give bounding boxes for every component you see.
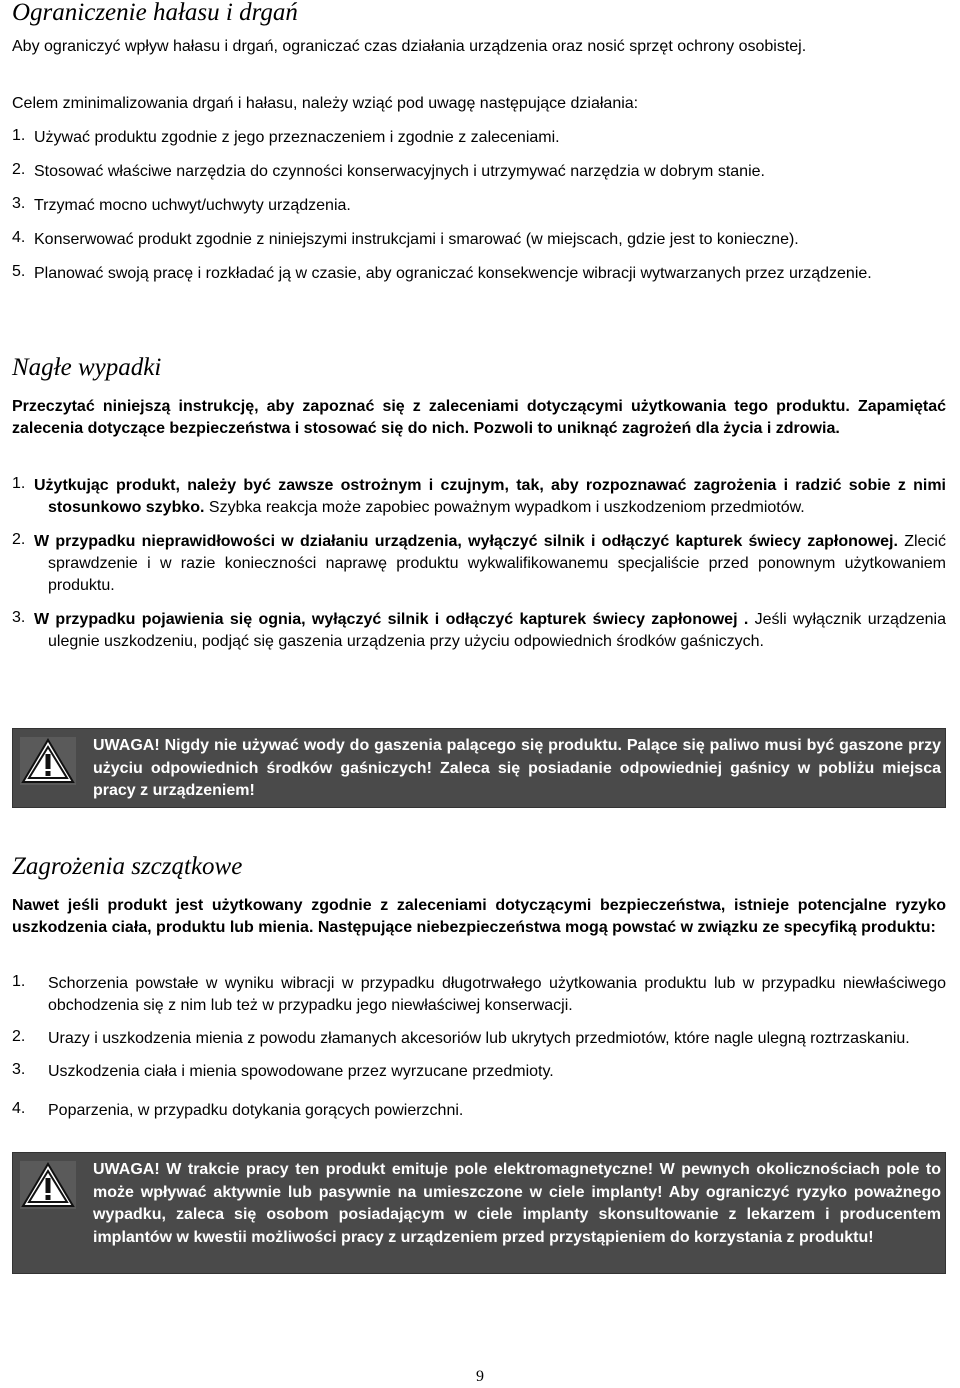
list-text: Planować swoją pracę i rozkładać ją w czasie, aby ograniczać konsekwencje wibracji wytwarzanych przez urządzenie.	[34, 265, 872, 282]
warning-text: UWAGA! Nigdy nie używać wody do gaszenia palącego się produktu. Palące się paliwo musi być gaszone przy użyciu odpowiednich środków gaśniczych! Zaleca się posiadanie odpowiedniej gaśnicy w pobliżu miejsca pracy z urządzeniem!	[93, 737, 941, 799]
list-text: Trzymać mocno uchwyt/uchwyty urządzenia.	[34, 197, 351, 214]
list-item	[12, 1061, 946, 1083]
warning-triangle-icon	[20, 1161, 76, 1209]
list-number: 4.	[12, 229, 26, 246]
list-text: Urazy i uszkodzenia mienia z powodu złamanych akcesoriów lub ukrytych przedmiotów, które nagle ulegną roztrzaskaniu.	[48, 1030, 910, 1047]
warning-triangle-icon	[20, 737, 76, 785]
list-text	[34, 531, 946, 597]
list-number: 2.	[12, 531, 26, 548]
list-text: Schorzenia powstałe w wyniku wibracji w przypadku długotrwałego użytkowania produktu lub w przypadku niewłaściwego obchodzenia się z nim lub też w przypadku jego niewłaściwej konserwacji.	[48, 975, 946, 1014]
list-number: 3.	[12, 609, 26, 626]
list-text-bold: W przypadku pojawienia się ognia, wyłączyć silnik i odłączyć kapturek świecy zapłonowej .	[34, 611, 749, 628]
list-text-normal: Zlecić sprawdzenie i w razie konieczności naprawę produktu wykwalifikowanemu specjaliście przed ponownym użytkowaniem produktu.	[48, 533, 946, 594]
list-text	[34, 475, 946, 519]
list-item	[12, 1028, 946, 1050]
list-item	[12, 127, 946, 149]
paragraph: Nawet jeśli produkt jest użytkowany zgodnie z zaleceniami dotyczącymi bezpieczeństwa, istnieje potencjalne ryzyko uszkodzenia ciała, produktu lub mienia. Następujące niebezpieczeństwa mogą powstać w związku ze specyfiką produktu:	[12, 897, 946, 936]
list-text: Poparzenia, w przypadku dotykania gorących powierzchni.	[48, 1102, 464, 1119]
list-number: 1.	[12, 973, 26, 990]
emergency-list	[12, 475, 946, 653]
list-text-normal: Jeśli wyłącznik urządzenia ulegnie uszkodzeniu, podjąć się gaszenia urządzenia przy użyciu odpowiednich środków gaśniczych.	[48, 611, 947, 650]
heading-noise-vibration: Ograniczenie hałasu i drgań	[12, 0, 298, 26]
list-item	[12, 1100, 946, 1122]
paragraph: Celem zminimalizowania drgań i hałasu, należy wziąć pod uwagę następujące działania:	[12, 95, 639, 112]
list-number: 2.	[12, 161, 26, 178]
noise-list	[12, 127, 946, 285]
page-number: 9	[476, 1368, 484, 1385]
list-text: Stosować właściwe narzędzia do czynności konserwacyjnych i utrzymywać narzędzia w dobrym stanie.	[34, 163, 765, 180]
emergency-intro	[12, 396, 946, 440]
list-number: 5.	[12, 263, 26, 280]
list-item	[12, 195, 946, 217]
residual-list	[12, 973, 946, 1122]
list-text: Uszkodzenia ciała i mienia spowodowane przez wyrzucane przedmioty.	[48, 1063, 554, 1080]
list-text-bold: W przypadku nieprawidłowości w działaniu urządzenia, wyłączyć silnik i odłączyć kapturek świecy zapłonowej.	[34, 533, 898, 550]
list-text-normal: Szybka reakcja może zapobiec poważnym wypadkom i uszkodzeniom przedmiotów.	[204, 499, 805, 516]
list-item	[12, 161, 946, 183]
paragraph: Aby ograniczyć wpływ hałasu i drgań, ograniczać czas działania urządzenia oraz nosić sprzęt ochrony osobistej.	[12, 38, 807, 55]
list-number: 1.	[12, 475, 26, 492]
warning-box-fire	[12, 728, 946, 808]
paragraph: Przeczytać niniejszą instrukcję, aby zapoznać się z zaleceniami dotyczącymi użytkowania tego produktu. Zapamiętać zalecenia dotyczące bezpieczeństwa i stosować się do nich. Pozwoli to uniknąć zagrożeń dla życia i zdrowia.	[12, 398, 946, 437]
list-item	[12, 531, 946, 597]
warning-icon-cell	[13, 729, 83, 807]
list-text	[34, 609, 946, 653]
list-item	[12, 475, 946, 519]
list-number: 4.	[12, 1100, 26, 1117]
list-item	[12, 263, 946, 285]
noise-lead	[12, 93, 946, 115]
heading-emergencies: Nagłe wypadki	[12, 354, 162, 381]
list-item	[12, 973, 946, 1017]
list-number: 3.	[12, 195, 26, 212]
list-number: 3.	[12, 1061, 26, 1078]
list-number: 1.	[12, 127, 26, 144]
heading-residual-risks: Zagrożenia szczątkowe	[12, 853, 243, 880]
warning-icon-cell	[13, 1153, 83, 1273]
residual-intro	[12, 895, 946, 939]
list-number: 2.	[12, 1028, 26, 1045]
warning-box-electromagnetic	[12, 1152, 946, 1274]
noise-intro	[12, 36, 946, 58]
list-text-bold: Użytkując produkt, należy być zawsze ostrożnym i czujnym, tak, aby rozpoznawać zagrożenia i radzić sobie z nimi stosunkowo szybko.	[34, 477, 946, 516]
list-item	[12, 609, 946, 653]
list-text: Konserwować produkt zgodnie z niniejszymi instrukcjami i smarować (w miejscach, gdzie jest to konieczne).	[34, 231, 799, 248]
list-item	[12, 229, 946, 251]
warning-text: UWAGA! W trakcie pracy ten produkt emituje pole elektromagnetyczne! W pewnych okolicznościach pole to może wpływać aktywnie lub pasywnie na umieszczone w ciele implanty! Aby ograniczyć ryzyko poważnego wypadku, zaleca się osobom posiadającym w ciele implanty skonsultowanie z lekarzem i producentem implantów w kwestii możliwości pracy z urządzeniem przed przystąpieniem do korzystania z produktu!	[93, 1161, 941, 1246]
list-text: Używać produktu zgodnie z jego przeznaczeniem i zgodnie z zaleceniami.	[34, 129, 560, 146]
